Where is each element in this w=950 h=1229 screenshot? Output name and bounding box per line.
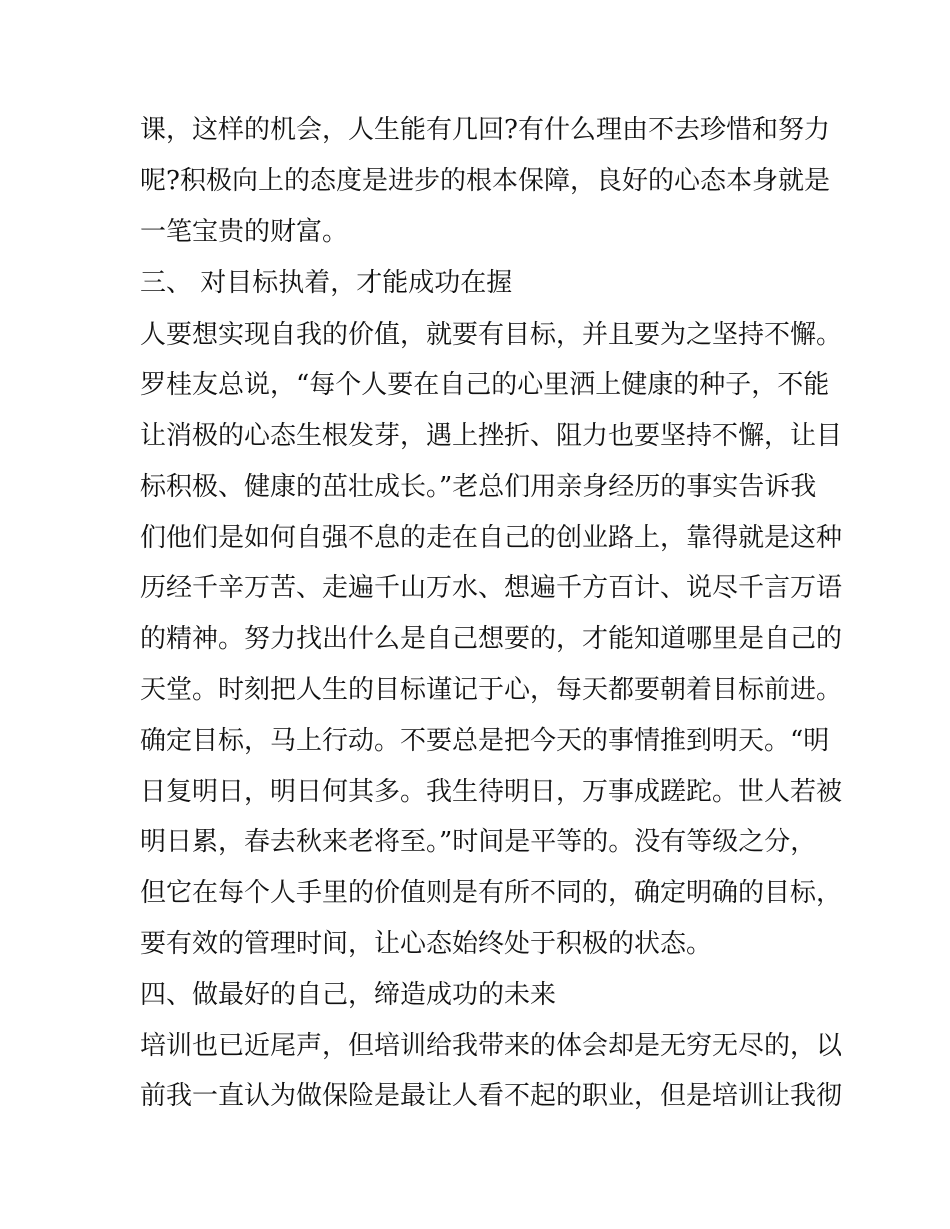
- text-line: 明日累，春去秋来老将至。”时间是平等的。没有等级之分，: [140, 827, 817, 857]
- text-line: 确定目标，马上行动。不要总是把今天的事情推到明天。“明: [140, 726, 830, 756]
- text-line: 让消极的心态生根发芽，遇上挫折、阻力也要坚持不懈，让目: [140, 421, 843, 451]
- text-line: 呢?积极向上的态度是进步的根本保障，良好的心态本身就是: [140, 166, 830, 196]
- text-line: 天堂。时刻把人生的目标谨记于心，每天都要朝着目标前进。: [140, 675, 843, 705]
- text-line: 前我一直认为做保险是最让人看不起的职业，但是培训让我彻: [140, 1081, 843, 1111]
- section-heading-4: 四、做最好的自己，缔造成功的未来: [140, 980, 557, 1010]
- text-line: 一笔宝贵的财富。: [140, 217, 349, 247]
- text-line: 的精神。努力找出什么是自己想要的，才能知道哪里是自己的: [140, 624, 843, 654]
- text-line: 们他们是如何自强不息的走在自己的创业路上，靠得就是这种: [140, 523, 843, 553]
- text-line: 日复明日，明日何其多。我生待明日，万事成蹉跎。世人若被: [140, 777, 843, 807]
- section-heading-3: 三、 对目标执着，才能成功在握: [140, 268, 513, 298]
- text-line: 历经千辛万苦、走遍千山万水、想遍千方百计、说尽千言万语: [140, 573, 843, 603]
- text-line: 要有效的管理时间，让心态始终处于积极的状态。: [140, 929, 713, 959]
- text-line: 课，这样的机会，人生能有几回?有什么理由不去珍惜和努力: [140, 115, 830, 145]
- text-line: 人要想实现自我的价值，就要有目标，并且要为之坚持不懈。: [140, 320, 843, 350]
- text-line: 但它在每个人手里的价值则是有所不同的，确定明确的目标，: [140, 878, 843, 908]
- text-line: 培训也已近尾声，但培训给我带来的体会却是无穷无尽的，以: [140, 1031, 843, 1061]
- text-line: 罗桂友总说，“每个人要在自己的心里洒上健康的种子，不能: [140, 370, 830, 400]
- text-line: 标积极、健康的茁壮成长。”老总们用亲身经历的事实告诉我: [140, 472, 817, 502]
